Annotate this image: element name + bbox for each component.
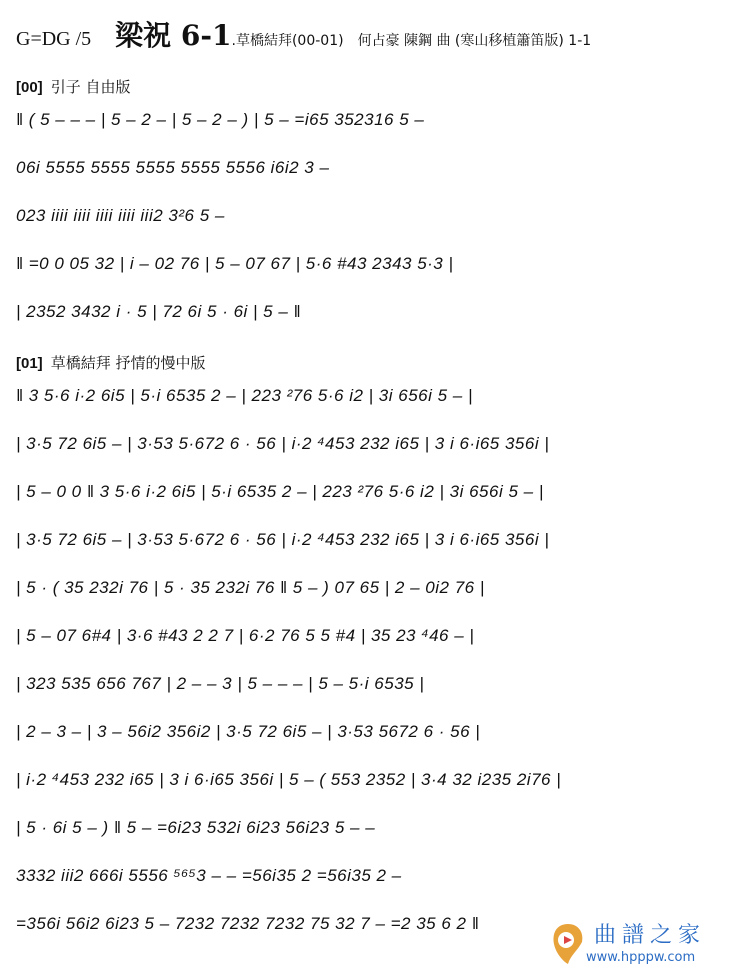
notation-line-5: | 2352 3432 i · 5 | 72 6i 5 · 6i | 5 – ‖ (16, 302, 302, 321)
notation-line-1: ‖ ( 5 – – – | 5 – 2 – | 5 – 2 – ) | 5 – =i65 352316 5 – (16, 110, 425, 129)
section-label: 引子 自由版 (50, 78, 131, 96)
notation-line-7: | 3·5 72 6i5 – | 3·53 5·672 6 · 56 | i·2 ⁴453 232 i65 | 3 i 6·i65 356i | (16, 434, 550, 453)
section-tag: [01] (16, 355, 43, 372)
notation-line-8: | 5 – 0 0 ‖ 3 5·6 i·2 6i5 | 5·i 6535 2 – | 223 ²76 5·6 i2 | 3i 656i 5 – | (16, 482, 544, 501)
composer-credit: 何占豪 陳鋼 曲 (寒山移植簫笛版) 1-1 (357, 33, 592, 49)
watermark-url: www.hpppw.com (586, 950, 696, 965)
score-title: 梁祝 6-1 (115, 19, 232, 52)
watermark-text: 曲譜之家 (594, 923, 707, 948)
score-subtitle: .草橋結拜(00-01) (231, 33, 344, 49)
section-tag: [00] (16, 79, 43, 96)
notation-line-15: | 5 · 6i 5 – ) ‖ 5 – =6i23 532i 6i23 56i23 5 – – (16, 818, 376, 837)
notation-line-2: 06i 5555 5555 5555 5555 5556 i6i2 3 – (16, 158, 330, 177)
notation-line-14: | i·2 ⁴453 232 i65 | 3 i 6·i65 356i | 5 – ( 553 2352 | 3·4 32 i235 2i76 | (16, 770, 562, 789)
notation-line-9: | 3·5 72 6i5 – | 3·53 5·672 6 · 56 | i·2 ⁴453 232 i65 | 3 i 6·i65 356i | (16, 530, 550, 549)
notation-line-10: | 5 · ( 35 232i 76 | 5 · 35 232i 76 ‖ 5 – ) 07 65 | 2 – 0i2 76 | (16, 578, 485, 597)
score-header (16, 14, 591, 54)
notation-line-6: ‖ 3 5·6 i·2 6i5 | 5·i 6535 2 – | 223 ²76 5·6 i2 | 3i 656i 5 – | (16, 386, 473, 405)
site-watermark (546, 916, 726, 972)
key-signature: G=DG /5 (16, 28, 92, 50)
notation-line-13: | 2 – 3 – | 3 – 56i2 356i2 | 3·5 72 6i5 – | 3·53 5672 6 · 56 | (16, 722, 481, 741)
section-heading-intro (16, 76, 130, 97)
notation-line-16: 3332 iii2 666i 5556 ⁵⁶⁵3 – – =56i35 2 =56i35 2 – (16, 866, 402, 885)
section-heading-main (16, 352, 205, 373)
notation-line-12: | 323 535 656 767 | 2 – – 3 | 5 – – – | 5 – 5·i 6535 | (16, 674, 425, 693)
notation-line-4: ‖ =0 0 05 32 | i – 02 76 | 5 – 07 67 | 5·6 #43 2343 5·3 | (16, 254, 454, 273)
notation-line-3: 023 iiii iiii iiii iiii iii2 3²6 5 – (16, 206, 225, 225)
logo-icon (548, 920, 588, 966)
section-label: 草橋結拜 抒情的慢中版 (50, 354, 206, 372)
notation-line-17: =356i 56i2 6i23 5 – 7232 7232 7232 75 32 7 – =2 35 6 2 ‖ (16, 914, 480, 933)
notation-line-11: | 5 – 07 6#4 | 3·6 #43 2 2 7 | 6·2 76 5 5 #4 | 35 23 ⁴46 – | (16, 626, 475, 645)
